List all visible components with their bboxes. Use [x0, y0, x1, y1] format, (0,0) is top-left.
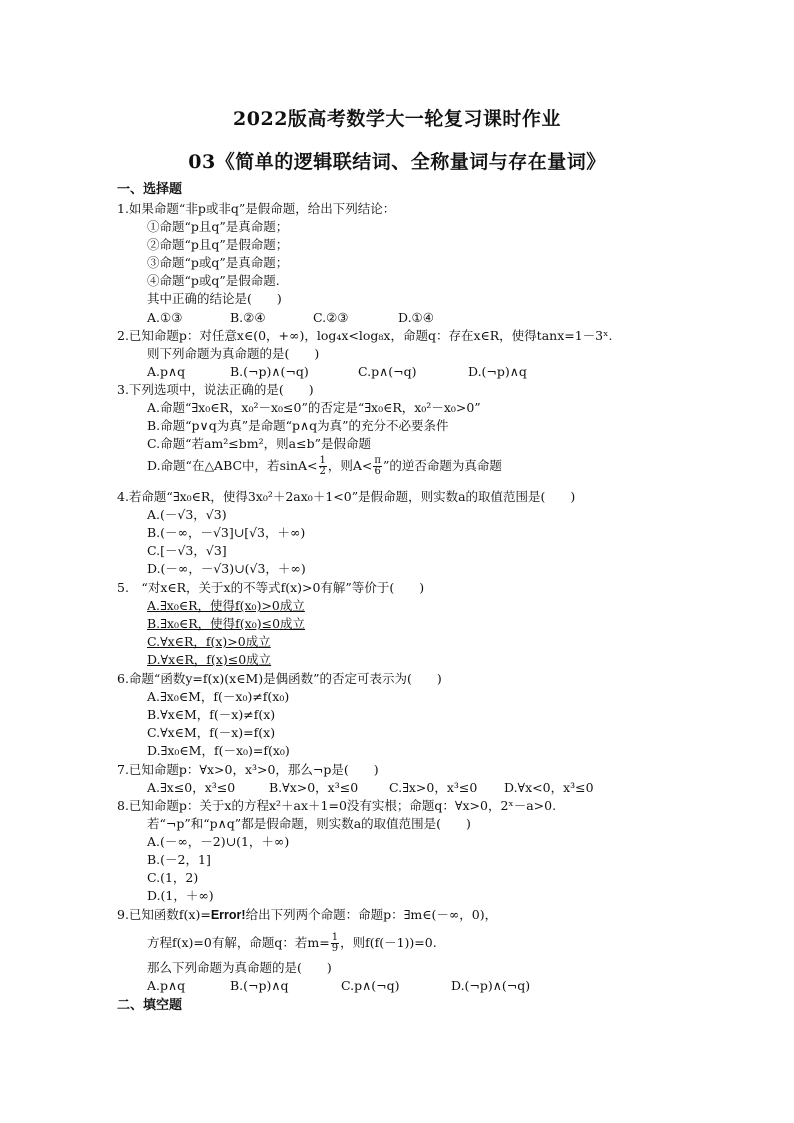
question-8-option-a: A.(－∞，－2)∪(1，＋∞) — [147, 834, 290, 849]
question-2-stem: 2.已知命题p：对任意x∈(0，+∞)，log₄x<log₈x，命题q：存在x∈R，使得tanx=1－3ˣ. — [117, 328, 613, 343]
fraction-denominator: 2 — [319, 466, 326, 477]
document-subtitle: 03《简单的逻辑联结词、全称量词与存在量词》 — [188, 151, 606, 173]
question-1-option-c: C.②③ — [313, 310, 349, 325]
question-1-item-1: ①命题“p且q”是真命题； — [147, 219, 289, 234]
section-heading-fill-in: 二、填空题 — [117, 998, 183, 1013]
question-3-stem: 3.下列选项中，说法正确的是( ) — [117, 382, 314, 397]
question-1-stem: 1.如果命题“非p或非q”是假命题，给出下列结论： — [117, 201, 396, 216]
question-9-stem-text-2: 给出下列两个命题：命题p：∃m∈(－∞，0)， — [245, 907, 498, 922]
question-9-line-2-text-2: ，则f(f(－1))=0. — [340, 935, 437, 950]
question-6-option-c: C.∀x∈M，f(－x)=f(x) — [147, 725, 276, 740]
question-9-ask: 那么下列命题为真命题的是( ) — [147, 960, 332, 975]
question-8-option-b: B.(－2，1] — [147, 852, 211, 867]
question-6-stem: 6.命题“函数y=f(x)(x∈M)是偶函数”的否定可表示为( ) — [117, 671, 442, 686]
question-8-stem: 8.已知命题p：关于x的方程x²＋ax＋1=0没有实根；命题q：∀x>0，2ˣ－a>0. — [117, 798, 557, 813]
question-3-option-c: C.命题“若am²≤bm²，则a≤b”是假命题 — [147, 436, 371, 451]
section-heading-choice: 一、选择题 — [117, 182, 183, 197]
fraction-numerator: 1 — [319, 455, 326, 466]
fraction-one-half — [319, 456, 327, 477]
question-5-option-c: C.∀x∈R，f(x)>0成立 — [147, 634, 271, 649]
question-6-option-a: A.∃x₀∈M，f(－x₀)≠f(x₀) — [147, 689, 290, 704]
question-3-option-b: B.命题“p∨q为真”是命题“p∧q为真”的充分不必要条件 — [147, 418, 449, 433]
question-4-option-a: A.(－√3，√3) — [147, 507, 227, 522]
document-title: 2022版高考数学大一轮复习课时作业 — [233, 108, 561, 130]
question-8-option-c: C.(1，2) — [147, 870, 199, 885]
question-5-option-d: D.∀x∈R，f(x)≤0成立 — [147, 652, 272, 667]
question-4-stem: 4.若命题“∃x₀∈R，使得3x₀²＋2ax₀＋1<0”是假命题，则实数a的取值范围是( ) — [117, 489, 576, 504]
question-9-stem — [117, 907, 497, 923]
question-5-option-b: B.∃x₀∈R，使得f(x₀)≤0成立 — [147, 616, 306, 631]
question-3-option-d-text-3: ”的逆否命题为真命题 — [383, 458, 502, 473]
question-2-option-b: B.(¬p)∧(¬q) — [230, 364, 309, 379]
question-7-option-b: B.∀x>0，x³≤0 — [269, 780, 359, 795]
question-2-option-c: C.p∧(¬q) — [358, 364, 417, 379]
question-9-option-b: B.(¬p)∧q — [230, 978, 289, 993]
question-6-option-d: D.∃x₀∈M，f(－x₀)=f(x₀) — [147, 743, 290, 758]
question-1-option-a: A.①③ — [147, 310, 183, 325]
fraction-pi-over-six — [373, 456, 382, 477]
question-7-option-d: D.∀x<0，x³≤0 — [504, 780, 594, 795]
fraction-denominator: 6 — [374, 466, 381, 477]
fraction-numerator: π — [374, 455, 381, 466]
question-5-option-a: A.∃x₀∈R，使得f(x₀)>0成立 — [147, 598, 305, 613]
question-9-option-c: C.p∧(¬q) — [341, 978, 400, 993]
question-2-option-d: D.(¬p)∧q — [468, 364, 527, 379]
question-9-stem-text-1: 9.已知函数f(x)= — [117, 907, 211, 922]
question-2-option-a: A.p∧q — [147, 364, 186, 379]
question-1-item-3: ③命题“p或q”是真命题； — [147, 255, 289, 270]
error-field-text: Error! — [210, 908, 246, 922]
fraction-one-ninth — [331, 933, 339, 954]
question-9-option-a: A.p∧q — [147, 978, 186, 993]
question-4-option-d: D.(－∞，－√3)∪(√3，＋∞) — [147, 561, 306, 576]
question-3-option-d-text-1: D.命题“在△ABC中，若sinA< — [147, 458, 318, 473]
question-1-item-4: ④命题“p或q”是假命题. — [147, 273, 280, 288]
question-9-option-d: D.(¬p)∧(¬q) — [451, 978, 531, 993]
fraction-numerator: 1 — [331, 932, 339, 943]
question-4-option-b: B.(－∞，－√3]∪[√3，＋∞) — [147, 525, 306, 540]
question-7-stem: 7.已知命题p：∀x>0，x³>0，那么¬p是( ) — [117, 762, 379, 777]
question-6-option-b: B.∀x∈M，f(－x)≠f(x) — [147, 707, 276, 722]
question-2-ask: 则下列命题为真命题的是( ) — [147, 346, 320, 361]
question-1-item-2: ②命题“p且q”是假命题； — [147, 237, 289, 252]
question-3-option-d-text-2: ，则A< — [327, 458, 373, 473]
question-9-line-2-text-1: 方程f(x)=0有解，命题q：若m= — [147, 935, 330, 950]
question-1-option-d: D.①④ — [398, 310, 434, 325]
question-1-ask: 其中正确的结论是( ) — [147, 291, 282, 306]
question-8-ask: 若“¬p”和“p∧q”都是假命题，则实数a的取值范围是( ) — [147, 816, 471, 831]
question-1-option-b: B.②④ — [230, 310, 266, 325]
question-3-option-d — [147, 456, 502, 477]
question-5-stem: 5. “对x∈R，关于x的不等式f(x)>0有解”等价于( ) — [117, 580, 425, 595]
question-3-option-a: A.命题“∃x₀∈R，x₀²－x₀≤0”的否定是“∃x₀∈R，x₀²－x₀>0” — [147, 400, 481, 415]
question-9-line-2 — [147, 933, 437, 954]
question-7-option-c: C.∃x>0，x³≤0 — [389, 780, 478, 795]
question-7-option-a: A.∃x≤0，x³≤0 — [147, 780, 236, 795]
question-4-option-c: C.[－√3，√3] — [147, 543, 227, 558]
fraction-denominator: 9 — [331, 943, 339, 954]
question-8-option-d: D.(1，＋∞) — [147, 888, 214, 903]
